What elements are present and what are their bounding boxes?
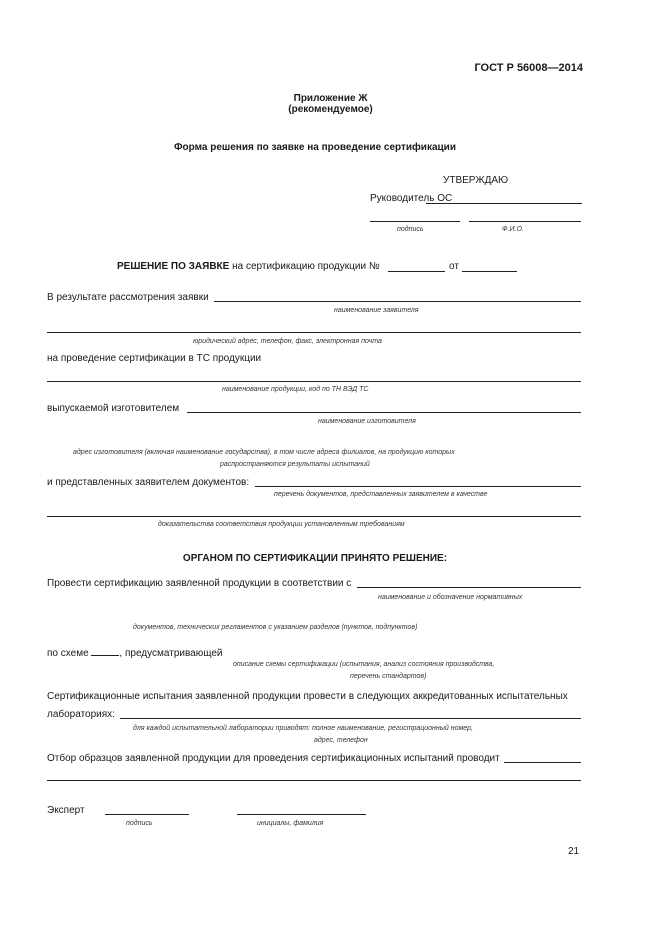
approve-sign-caption: подпись — [397, 226, 424, 233]
expert-label: Эксперт — [47, 805, 85, 816]
labs-caption-2: адрес, телефон — [314, 737, 368, 744]
applicant-line[interactable] — [214, 301, 581, 302]
approve-name-line[interactable] — [469, 221, 581, 222]
organ-heading: ОРГАНОМ ПО СЕРТИФИКАЦИИ ПРИНЯТО РЕШЕНИЕ: — [182, 553, 448, 564]
tests-label-2: лабораториях: — [47, 709, 115, 720]
norm-line[interactable] — [357, 587, 581, 588]
review-label: В результате рассмотрения заявки — [47, 292, 209, 303]
sampling-line[interactable] — [504, 762, 581, 763]
product-caption: наименование продукции, код по ТН ВЭД ТС — [222, 386, 369, 393]
address-caption: юридический адрес, телефон, факс, электронная почта — [193, 338, 382, 345]
expert-sign-line[interactable] — [105, 814, 189, 815]
documents-line[interactable] — [255, 486, 581, 487]
decision-date-line[interactable] — [462, 271, 517, 272]
standard-number: ГОСТ Р 56008—2014 — [474, 62, 583, 74]
expert-sign-caption: подпись — [126, 820, 153, 827]
manufacturer-line[interactable] — [187, 412, 581, 413]
sampling-line-2[interactable] — [47, 780, 581, 781]
labs-line[interactable] — [120, 718, 581, 719]
norm-caption: наименование и обозначение нормативных — [378, 594, 523, 601]
decision-from: от — [449, 261, 459, 272]
applicant-caption: наименование заявителя — [334, 307, 419, 314]
conduct-label: Провести сертификацию заявленной продукции в соответствии с — [47, 578, 352, 589]
approve-sign-line[interactable] — [370, 221, 460, 222]
scheme-post: , предусматривающей — [119, 648, 223, 659]
manufacturer-label: выпускаемой изготовителем — [47, 403, 180, 414]
appendix-subtitle: (рекомендуемое) — [288, 104, 373, 115]
approve-head-line[interactable] — [426, 203, 582, 204]
product-line[interactable] — [47, 381, 581, 382]
documents-line-2[interactable] — [47, 516, 581, 517]
certification-label: на проведение сертификации в ТС продукции — [47, 353, 262, 364]
form-title: Форма решения по заявке на проведение сертификации — [174, 142, 456, 153]
manufacturer-address-caption-1: адрес изготовителя (включая наименование государства), в том числе адреса филиалов, на продукцию которых — [73, 449, 455, 456]
appendix-title: Приложение Ж — [293, 93, 368, 104]
decision-heading — [117, 261, 380, 273]
page-number: 21 — [568, 846, 580, 857]
decision-heading-rest: на сертификацию продукции № — [232, 261, 380, 272]
expert-name-line[interactable] — [237, 814, 366, 815]
scheme-label — [47, 646, 223, 660]
approve-head: Руководитель ОС — [370, 193, 453, 204]
expert-name-caption: инициалы, фамилия — [257, 820, 324, 827]
scheme-caption-2: перечень стандартов) — [350, 673, 427, 680]
approve-name-caption: Ф.И.О. — [502, 226, 524, 233]
norm-caption-2: документов, технических регламентов с указанием разделов (пунктов, подпунктов) — [133, 624, 418, 631]
sampling-label: Отбор образцов заявленной продукции для проведения сертификационных испытаний проводит — [47, 753, 500, 764]
documents-caption: перечень документов, представленных заявителем в качестве — [274, 491, 488, 498]
approve-label: УТВЕРЖДАЮ — [443, 175, 509, 186]
documents-caption-2: доказательства соответствия продукции установленным требованиям — [158, 521, 405, 528]
manufacturer-caption: наименование изготовителя — [318, 418, 416, 425]
scheme-pre: по схеме — [47, 648, 89, 659]
decision-heading-bold: РЕШЕНИЕ ПО ЗАЯВКЕ — [117, 261, 230, 272]
manufacturer-address-caption-2: распространяются результаты испытаний — [220, 461, 370, 468]
documents-label: и представленных заявителем документов: — [47, 477, 250, 488]
tests-label-1: Сертификационные испытания заявленной продукции провести в следующих аккредитованных испытательных — [47, 691, 568, 702]
decision-number-line[interactable] — [388, 271, 445, 272]
scheme-caption-1: описание схемы сертификации (испытания, анализ состояния производства, — [233, 661, 495, 668]
address-line[interactable] — [47, 332, 581, 333]
labs-caption-1: для каждой испытательной лаборатории приводят: полное наименование, регистрационный номер, — [133, 725, 473, 732]
scheme-number-line[interactable] — [91, 646, 119, 656]
